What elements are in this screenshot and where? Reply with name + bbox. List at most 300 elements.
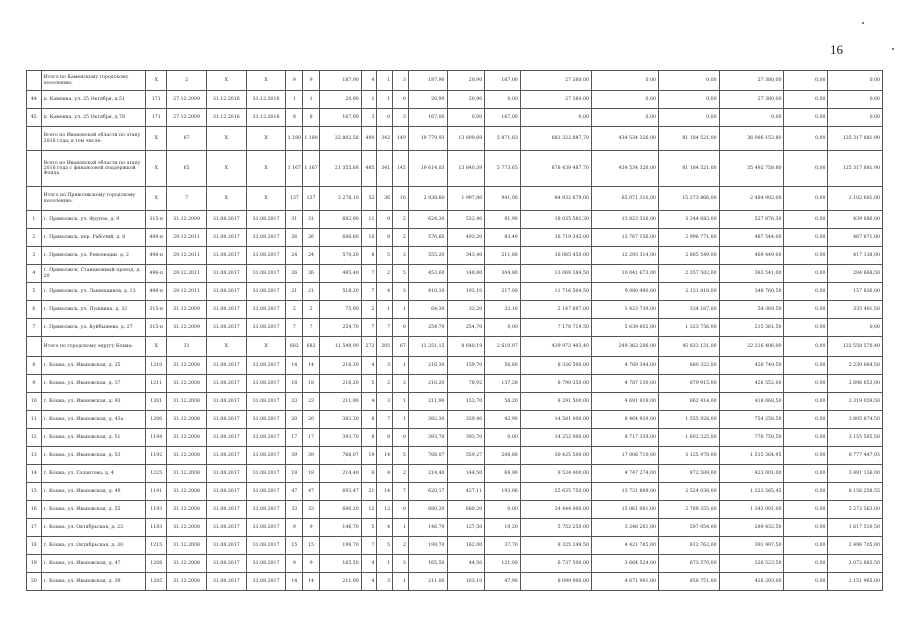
- table-cell: 31.08.2017: [246, 501, 286, 519]
- table-cell: 29.12.2011: [167, 247, 207, 265]
- table-cell: 1 323 756,00: [658, 319, 719, 337]
- table-cell: 35 492 758,80: [719, 151, 784, 187]
- table-cell: 31.08.2017: [206, 283, 246, 301]
- table-cell: 0,00: [784, 573, 828, 591]
- table-cell: 31.08.2017: [246, 483, 286, 501]
- table-cell: 31.08.2017: [246, 519, 286, 537]
- table-cell: 14: [286, 357, 303, 375]
- table-cell: 326 523,50: [719, 555, 784, 573]
- table-cell: 434 534 326,00: [591, 151, 658, 187]
- table-cell: 2 610,97: [485, 337, 521, 357]
- table-cell: 205: [377, 337, 393, 357]
- address-cell: Итого по городскому округу Кохма:: [41, 337, 146, 357]
- table-cell: 2: [167, 71, 207, 91]
- table-cell: 144,50: [447, 465, 485, 483]
- table-cell: 0,00: [784, 319, 828, 337]
- table-row: [27, 537, 883, 555]
- table-cell: 1 602 325,00: [658, 429, 719, 447]
- table-cell: 31.08.2017: [206, 229, 246, 247]
- table-cell: 3: [393, 375, 409, 393]
- table-cell: 10 041 673,00: [591, 265, 658, 283]
- table-cell: 216,30: [319, 357, 361, 375]
- table-cell: 4: [27, 265, 42, 283]
- table-cell: 439 972 403,40: [520, 337, 591, 357]
- table-cell: 0: [393, 91, 409, 109]
- table-cell: 393,70: [447, 429, 485, 447]
- table-cell: 383 541,00: [719, 265, 784, 283]
- table-cell: 165,50: [408, 555, 447, 573]
- table-cell: 8 326 500,00: [520, 357, 591, 375]
- table-cell: 0,00: [784, 211, 828, 229]
- table-cell: 5: [361, 519, 377, 537]
- table-cell: [27, 187, 42, 211]
- table-cell: 2: [377, 375, 393, 393]
- table-cell: X: [206, 337, 246, 357]
- address-cell: г. Приволжск, ул. Революции, д. 2: [41, 247, 146, 265]
- table-cell: 2 230 064,50: [828, 357, 883, 375]
- table-cell: 67: [393, 337, 409, 357]
- table-cell: 10: [27, 393, 42, 411]
- table-cell: 20,90: [408, 91, 447, 109]
- table-cell: 9: [286, 555, 303, 573]
- table-cell: 32,10: [485, 301, 521, 319]
- table-cell: 31.08.2017: [206, 501, 246, 519]
- table-cell: 31.08.2017: [246, 447, 286, 465]
- table-cell: 4 747 274,00: [591, 465, 658, 483]
- table-cell: 58,20: [485, 393, 521, 411]
- table-cell: 31.08.2017: [246, 265, 286, 283]
- table-cell: 862 414,00: [658, 393, 719, 411]
- table-cell: 165,50: [319, 555, 361, 573]
- table-row: [27, 301, 883, 319]
- table-cell: 14: [27, 465, 42, 483]
- table-cell: 4: [377, 283, 393, 301]
- table-cell: 8: [377, 429, 393, 447]
- table-cell: 1200: [146, 411, 167, 429]
- table-cell: 26: [303, 229, 320, 247]
- table-cell: 518,20: [319, 283, 361, 301]
- table-cell: 8: [377, 229, 393, 247]
- table-cell: 31.08.2017: [206, 465, 246, 483]
- table-cell: 680,20: [408, 501, 447, 519]
- table-cell: 776 750,50: [719, 429, 784, 447]
- table-cell: 31.08.2017: [246, 393, 286, 411]
- table-cell: 214,40: [319, 465, 361, 483]
- table-cell: 393,70: [408, 429, 447, 447]
- table-cell: 31.12.2016: [246, 109, 286, 127]
- table-cell: 52: [361, 187, 377, 211]
- address-cell: г. Приволжск, ул. Пушкина, д. 32: [41, 301, 146, 319]
- table-cell: 146,70: [319, 519, 361, 537]
- table-row: [27, 357, 883, 375]
- scan-speck: [862, 22, 864, 24]
- table-row: [27, 265, 883, 283]
- table-cell: 36 086 153,80: [719, 127, 784, 151]
- table-cell: 341: [377, 151, 393, 187]
- table-cell: 125 317 881,90: [828, 127, 883, 151]
- table-cell: 1 997,80: [447, 187, 485, 211]
- table-cell: 3: [393, 247, 409, 265]
- table-cell: 3: [377, 393, 393, 411]
- table-cell: X: [146, 71, 167, 91]
- table-cell: 680,20: [319, 501, 361, 519]
- table-cell: 31.12.2008: [167, 519, 207, 537]
- table-cell: 0,00: [784, 151, 828, 187]
- table-cell: 29.12.2011: [167, 265, 207, 283]
- table-cell: 1 617 510,50: [828, 519, 883, 537]
- table-cell: 1 423 739,00: [591, 301, 658, 319]
- table-cell: 14: [303, 573, 320, 591]
- table-cell: 0,00: [784, 501, 828, 519]
- table-cell: 6: [361, 465, 377, 483]
- table-cell: 199,70: [319, 537, 361, 555]
- table-cell: 45: [27, 109, 42, 127]
- address-cell: г. Кохма, ул. Ивановская, д. 49: [41, 483, 146, 501]
- table-cell: 1: [27, 211, 42, 229]
- table-cell: 13: [27, 447, 42, 465]
- page-number: 16: [830, 42, 843, 57]
- table-cell: 26: [303, 265, 320, 283]
- table-cell: 8 640,19: [447, 337, 485, 357]
- table-cell: 682: [303, 337, 320, 357]
- table-cell: 0,00: [485, 91, 521, 109]
- table-cell: 496-п: [146, 265, 167, 283]
- table-cell: 272: [361, 337, 377, 357]
- table-cell: 31: [286, 211, 303, 229]
- table-cell: 44: [27, 91, 42, 109]
- table-cell: 9 534 000,00: [520, 465, 591, 483]
- table-cell: 8: [303, 109, 320, 127]
- table-cell: 858 751,00: [658, 573, 719, 591]
- table-cell: 681 322 887,70: [520, 127, 591, 151]
- table-cell: 0: [393, 319, 409, 337]
- table-cell: 559,27: [447, 447, 485, 465]
- table-cell: 31.12.2008: [167, 411, 207, 429]
- table-cell: 211,00: [408, 573, 447, 591]
- table-cell: 2 524 038,00: [658, 483, 719, 501]
- table-cell: X: [206, 71, 246, 91]
- table-cell: 20: [286, 411, 303, 429]
- table-cell: 18: [303, 375, 320, 393]
- table-cell: 27 380,00: [520, 71, 591, 91]
- address-cell: г. Приволжск, ул. Куйбышева, д. 27: [41, 319, 146, 337]
- table-cell: 15 273 866,00: [658, 187, 719, 211]
- table-cell: 9: [303, 519, 320, 537]
- table-cell: 2 102 601,00: [828, 187, 883, 211]
- table-cell: 47,90: [485, 573, 521, 591]
- table-cell: 31.12.2016: [206, 91, 246, 109]
- table-cell: 7: [361, 283, 377, 301]
- table-cell: 0,00: [784, 357, 828, 375]
- table-cell: 64,30: [408, 301, 447, 319]
- address-cell: г. Кохма, ул. Октябрьская, д. 30: [41, 537, 146, 555]
- table-cell: 2: [361, 301, 377, 319]
- table-cell: 9: [377, 211, 393, 229]
- table-row: [27, 555, 883, 573]
- table-cell: 0,00: [591, 71, 658, 91]
- table-cell: X: [246, 71, 286, 91]
- table-cell: 31.08.2017: [246, 411, 286, 429]
- table-cell: 0: [393, 501, 409, 519]
- table-cell: 7: [361, 265, 377, 283]
- table-cell: 941,00: [485, 187, 521, 211]
- table-total-row: [27, 187, 883, 211]
- table-cell: 31.12.2008: [167, 537, 207, 555]
- table-cell: 0,00: [784, 447, 828, 465]
- table-cell: 4 769 344,00: [591, 357, 658, 375]
- table-cell: 31.08.2017: [246, 537, 286, 555]
- table-cell: 5: [27, 283, 42, 301]
- table-cell: 22 802,58: [319, 127, 361, 151]
- table-cell: 9: [27, 375, 42, 393]
- address-cell: Итого по Каменскому городскому поселению:: [41, 71, 146, 91]
- table-cell: X: [146, 151, 167, 187]
- address-cell: г. Кохма, ул. Талантова, д. 4: [41, 465, 146, 483]
- table-cell: X: [146, 337, 167, 357]
- table-row: [27, 411, 883, 429]
- table-cell: 0,00: [828, 91, 883, 109]
- address-cell: г. Кохма, ул. Октябрьская, д. 23: [41, 519, 146, 537]
- table-cell: 3 664 524,00: [591, 555, 658, 573]
- table-cell: 7: [303, 319, 320, 337]
- table-cell: 439 686,00: [828, 211, 883, 229]
- table-cell: 29.12.2011: [167, 283, 207, 301]
- table-cell: 31: [303, 211, 320, 229]
- table-cell: 12: [361, 501, 377, 519]
- table-cell: 199,70: [408, 537, 447, 555]
- table-cell: 31.08.2017: [206, 555, 246, 573]
- table-cell: 214,40: [408, 465, 447, 483]
- table-cell: 3: [27, 247, 42, 265]
- table-cell: 15: [27, 483, 42, 501]
- table-cell: 31.12.2016: [206, 109, 246, 127]
- table-row: [27, 573, 883, 591]
- table-cell: 8: [361, 247, 377, 265]
- table-cell: 69,90: [485, 465, 521, 483]
- table-cell: 187,90: [319, 71, 361, 91]
- table-cell: 410,10: [408, 283, 447, 301]
- table-cell: 21 355,68: [319, 151, 361, 187]
- table-cell: 7: [361, 319, 377, 337]
- table-cell: 2: [303, 301, 320, 319]
- table-cell: 1205: [146, 573, 167, 591]
- table-cell: 3 278,10: [319, 187, 361, 211]
- table-cell: 32,20: [447, 301, 485, 319]
- table-cell: 162,00: [447, 537, 485, 555]
- table-cell: 0,00: [784, 91, 828, 109]
- table-cell: 0,00: [784, 229, 828, 247]
- table-cell: 31.08.2017: [246, 229, 286, 247]
- table-cell: 17 006 710,00: [591, 447, 658, 465]
- table-cell: 36: [377, 187, 393, 211]
- table-cell: 91,90: [485, 211, 521, 229]
- table-cell: 1: [286, 91, 303, 109]
- table-cell: 31.08.2017: [246, 465, 286, 483]
- table-row: [27, 447, 883, 465]
- table-cell: 148,80: [447, 265, 485, 283]
- table-total-row: [27, 127, 883, 151]
- address-cell: г. Кохма, ул. Ивановская, д. 35: [41, 357, 146, 375]
- table-cell: 254,70: [408, 319, 447, 337]
- table-cell: 12: [27, 429, 42, 447]
- table-cell: 31.12.2008: [167, 501, 207, 519]
- housing-program-table: [26, 70, 883, 591]
- table-cell: 31.08.2017: [246, 357, 286, 375]
- table-cell: 680,20: [447, 501, 485, 519]
- table-cell: 19,20: [485, 519, 521, 537]
- table-cell: 2 072 882,50: [828, 555, 883, 573]
- table-cell: 167,00: [485, 109, 521, 127]
- table-cell: 1: [377, 91, 393, 109]
- table-cell: [27, 127, 42, 151]
- table-cell: 78,92: [447, 375, 485, 393]
- table-cell: 45 833 131,00: [658, 337, 719, 357]
- table-cell: 1: [393, 393, 409, 411]
- table-cell: 9: [286, 71, 303, 91]
- table-cell: 7 178 719,50: [520, 319, 591, 337]
- table-cell: 14: [377, 447, 393, 465]
- table-cell: 26: [286, 265, 303, 283]
- table-cell: 39: [303, 447, 320, 465]
- table-cell: 14: [286, 573, 303, 591]
- address-cell: п. Каменка, ул. 25 Октября, д.51: [41, 91, 146, 109]
- table-cell: 217,00: [485, 283, 521, 301]
- table-cell: 1 223 565,45: [719, 483, 784, 501]
- table-cell: 15: [286, 537, 303, 555]
- table-cell: X: [146, 187, 167, 211]
- table-cell: 167,00: [408, 109, 447, 127]
- table-cell: 0,00: [784, 283, 828, 301]
- table-cell: 216,30: [408, 357, 447, 375]
- table-cell: 17: [303, 429, 320, 447]
- table-cell: 153,70: [447, 393, 485, 411]
- table-cell: 1193: [146, 501, 167, 519]
- table-cell: 1191: [146, 483, 167, 501]
- table-cell: 7: [377, 319, 393, 337]
- table-cell: 31.12.2008: [167, 357, 207, 375]
- table-cell: 880 322,00: [658, 357, 719, 375]
- table-cell: 3 244 683,00: [658, 211, 719, 229]
- table-cell: 7: [27, 319, 42, 337]
- table-cell: 24: [286, 247, 303, 265]
- table-cell: 8 325 249,50: [520, 537, 591, 555]
- table-cell: 14: [377, 483, 393, 501]
- table-cell: 1: [393, 301, 409, 319]
- table-cell: 342: [377, 127, 393, 151]
- table-cell: 27 380,00: [719, 71, 784, 91]
- table-cell: 31.08.2017: [206, 319, 246, 337]
- table-cell: 24 444 000,00: [520, 501, 591, 519]
- table-cell: 24: [303, 247, 320, 265]
- table-cell: 7: [167, 187, 207, 211]
- table-cell: 145: [393, 151, 409, 187]
- table-cell: 31.08.2017: [206, 301, 246, 319]
- table-cell: 0,00: [828, 319, 883, 337]
- table-cell: 29.12.2011: [167, 229, 207, 247]
- table-cell: 19 779,93: [408, 127, 447, 151]
- table-cell: 418 068,50: [719, 393, 784, 411]
- table-cell: 157 836,00: [828, 283, 883, 301]
- table-cell: 3 491 136,00: [828, 465, 883, 483]
- table-cell: 382,30: [408, 411, 447, 429]
- table-cell: 1183: [146, 519, 167, 537]
- table-cell: 3: [393, 283, 409, 301]
- table-cell: 21: [361, 483, 377, 501]
- table-cell: 7: [393, 483, 409, 501]
- table-cell: 17: [286, 429, 303, 447]
- table-cell: 335 401,50: [828, 301, 883, 319]
- table-cell: 27.12.2009: [167, 109, 207, 127]
- table-cell: 5 639 602,00: [591, 319, 658, 337]
- address-cell: г. Кохма, ул. Ивановская, д. 51: [41, 429, 146, 447]
- table-cell: 31.08.2017: [206, 483, 246, 501]
- table-cell: 0,00: [784, 247, 828, 265]
- table-cell: 31.08.2017: [206, 357, 246, 375]
- table-cell: 20,90: [447, 71, 485, 91]
- table-cell: 2 319 059,50: [828, 393, 883, 411]
- table-cell: 2 885 549,00: [658, 247, 719, 265]
- table-cell: 0,00: [520, 109, 591, 127]
- table-cell: 167,00: [319, 109, 361, 127]
- table-cell: 0,00: [784, 375, 828, 393]
- table-cell: 576,60: [408, 229, 447, 247]
- table-row: [27, 229, 883, 247]
- table-cell: 31.12.2009: [167, 211, 207, 229]
- table-cell: 339,40: [447, 411, 485, 429]
- table-cell: 346 760,50: [719, 283, 784, 301]
- table-cell: 1: [361, 91, 377, 109]
- table-cell: 31.08.2017: [246, 211, 286, 229]
- table-cell: 5: [361, 375, 377, 393]
- table-cell: 393,70: [319, 429, 361, 447]
- table-cell: 13 899,69: [447, 127, 485, 151]
- table-cell: 0,00: [784, 265, 828, 283]
- table-cell: 18: [303, 465, 320, 483]
- table-cell: 5 773,65: [485, 151, 521, 187]
- table-cell: 42,90: [485, 411, 521, 429]
- address-cell: Всего по Ивановской области по этапу 2016 года, в том числе:: [41, 127, 146, 151]
- table-cell: 31.08.2017: [246, 247, 286, 265]
- table-cell: 3: [393, 71, 409, 91]
- table-cell: 75,90: [319, 301, 361, 319]
- table-cell: 678 439 487,70: [520, 151, 591, 187]
- table-cell: 15: [303, 537, 320, 555]
- table-cell: 4: [377, 465, 393, 483]
- address-cell: г. Кохма, ул. Ивановская, д. 53: [41, 447, 146, 465]
- table-total-row: [27, 337, 883, 357]
- table-cell: 5: [393, 265, 409, 283]
- table-cell: 31.12.2009: [167, 301, 207, 319]
- table-cell: 31.12.2008: [167, 465, 207, 483]
- table-cell: 485: [361, 151, 377, 187]
- table-cell: 56,60: [485, 357, 521, 375]
- table-cell: 1225: [146, 465, 167, 483]
- table-row: [27, 483, 883, 501]
- table-cell: 3: [393, 555, 409, 573]
- table-cell: 879 915,00: [658, 375, 719, 393]
- table-cell: 125 317 881,90: [828, 151, 883, 187]
- table-cell: 0,00: [784, 483, 828, 501]
- table-cell: 5 272 563,00: [828, 501, 883, 519]
- table-cell: X: [206, 151, 246, 187]
- table-cell: 2: [393, 465, 409, 483]
- table-row: [27, 319, 883, 337]
- table-cell: 31.08.2017: [206, 447, 246, 465]
- table-cell: 4: [361, 71, 377, 91]
- table-cell: 31.08.2017: [246, 555, 286, 573]
- table-cell: 315-п: [146, 211, 167, 229]
- table-cell: 13 840,39: [447, 151, 485, 187]
